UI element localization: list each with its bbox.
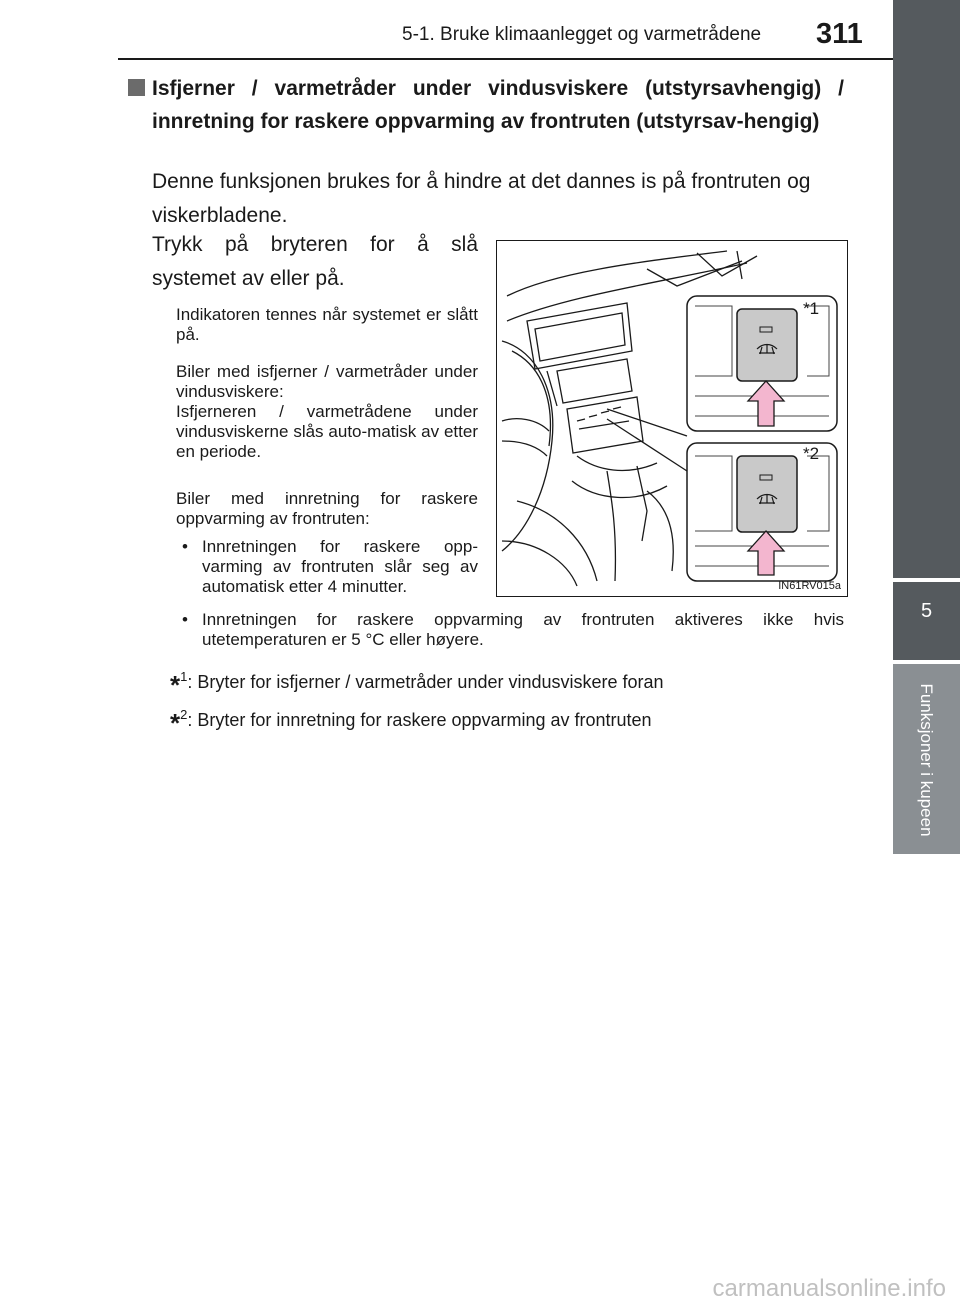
intro-paragraph: Denne funksjonen brukes for å hindre at det dannes is på frontruten og viskerbladene. (152, 170, 811, 227)
deicer-note-text: Isfjerneren / varmetrådene under vindusviskerne slås auto-matisk av etter en periode. (176, 402, 478, 461)
callout-2: *2 (803, 444, 820, 463)
footnote-star: * (170, 708, 181, 738)
figure-code: IN61RV015a (778, 580, 841, 592)
list-item: • Innretningen for raskere opp-varming av frontruten slår seg av automatisk etter 4 minutter. (182, 537, 478, 597)
footnote-star: * (170, 670, 181, 700)
square-bullet-icon (128, 79, 145, 96)
callout-1: *1 (803, 299, 820, 318)
section-heading (122, 72, 844, 138)
list-item: • Innretningen for raskere oppvarming av frontruten aktiveres ikke hvis utetemperaturen er 5 °C eller høyere. (182, 610, 844, 650)
footnote-text: : Bryter for isfjerner / varmetråder under vindusviskere foran (187, 672, 664, 692)
press-instruction: Trykk på bryteren for å slå systemet av eller på. (152, 233, 478, 290)
dashboard-drawing (497, 241, 847, 596)
footnote-text: : Bryter for innretning for raskere oppvarming av frontruten (187, 710, 652, 730)
heater-bullets-left (182, 537, 478, 597)
footnote-2 (170, 704, 652, 738)
footnote-number: 2 (180, 707, 188, 722)
section-heading-text: Isfjerner / varmetråder under vindusviskere (utstyrsavhengig) / innretning for raskere oppvarming av frontruten (utstyrsav-hengig) (152, 77, 844, 133)
footnote-number: 1 (180, 669, 188, 684)
running-header-section: 5-1. Bruke klimaanlegget og varmetrådene (402, 24, 762, 45)
chapter-label: Funksjoner i kupeen (917, 683, 936, 837)
header-rule (118, 58, 894, 60)
footnote-1 (170, 666, 664, 700)
page-number: 311 (816, 18, 863, 50)
indicator-note: Indikatoren tennes når systemet er slått på. (176, 305, 478, 344)
heater-bullets-full (182, 610, 844, 650)
chapter-side-tab (893, 0, 960, 1309)
switch-illustration (496, 240, 848, 597)
heater-note-title: Biler med innretning for raskere oppvarming av frontruten: (176, 489, 478, 528)
deicer-note-title: Biler med isfjerner / varmetråder under vindusviskere: (176, 362, 478, 401)
side-tab-bar (893, 0, 960, 578)
watermark: carmanualsonline.info (712, 1275, 946, 1302)
chapter-number: 5 (893, 582, 960, 660)
